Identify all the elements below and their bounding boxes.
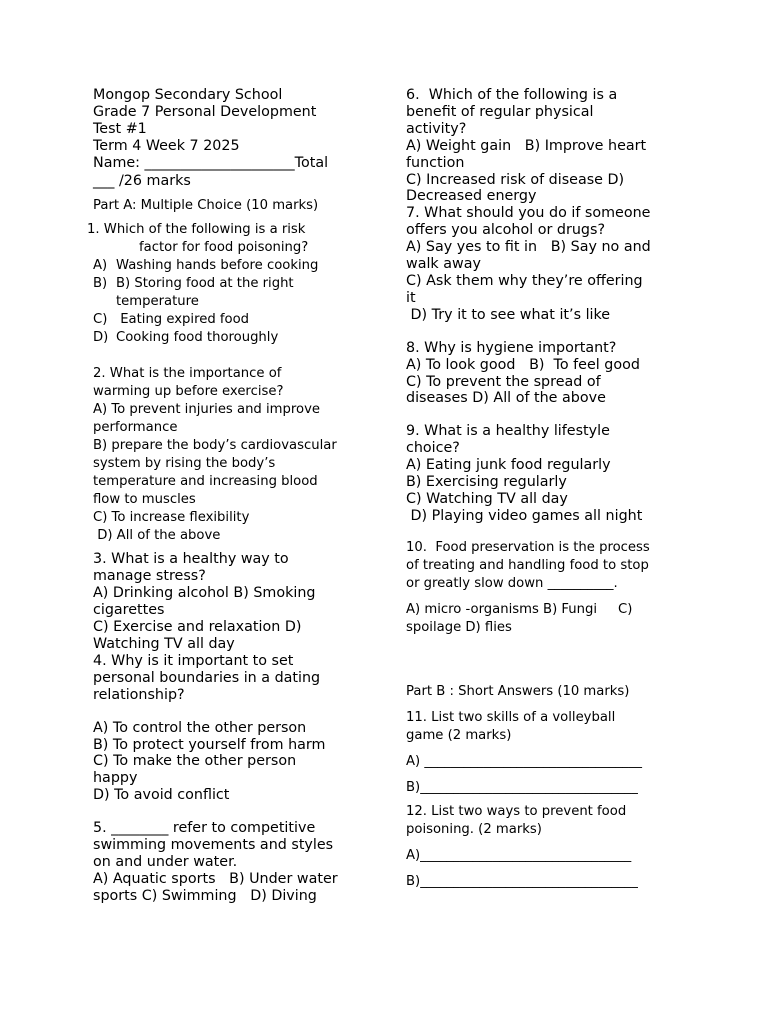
option-text: system by rising the body’s (93, 456, 276, 472)
question-3 (93, 551, 378, 652)
option-text: C) Watching TV all day (406, 490, 568, 507)
question-text: game (2 marks) (406, 727, 512, 743)
option-text: B) Storing food at the right temperature (116, 276, 294, 310)
question-text: personal boundaries in a dating (93, 669, 321, 686)
question-text: poisoning. (2 marks) (406, 821, 542, 837)
option-text: flow to muscles (93, 492, 196, 508)
option-text: A) Eating junk food regularly (406, 457, 611, 474)
option-text: spoilage D) flies (406, 619, 512, 635)
question-text: 6. Which of the following is a (406, 87, 618, 103)
option-text: A) To look good B) To feel good (406, 356, 640, 373)
question-text: warming up before exercise? (93, 384, 284, 400)
option-text: C) Increased risk of disease D) (406, 171, 625, 188)
option-text: it (406, 289, 416, 306)
question-2 (93, 365, 378, 545)
question-text: offers you alcohol or drugs? (406, 222, 606, 239)
answer-line-b[interactable]: B)_________________________________ (406, 779, 638, 795)
option-text: D) To avoid conflict (93, 787, 230, 804)
question-text: 5. ________ refer to competitive (93, 820, 316, 837)
option-text: walk away (406, 256, 481, 273)
option-label: A) (93, 258, 108, 274)
question-text: on and under water. (93, 853, 238, 870)
question-8 (406, 340, 681, 408)
option-text: A) micro -organisms B) Fungi C) (406, 601, 633, 617)
question-text: 2. What is the importance of (93, 366, 282, 382)
grade-subject: Grade 7 Personal Development (93, 103, 317, 120)
part-b-title: Part B : Short Answers (10 marks) (406, 683, 630, 699)
option-text: Decreased energy (406, 188, 537, 205)
option-text: B) prepare the body’s cardiovascular (93, 438, 337, 454)
option-text: B) Exercising regularly (406, 474, 567, 491)
question-text: 9. What is a healthy lifestyle (406, 423, 610, 440)
option-text: diseases D) All of the above (406, 390, 606, 407)
question-5 (93, 820, 378, 905)
question-text: activity? (406, 120, 467, 137)
exam-header (93, 87, 378, 189)
option-text: Eating expired food (116, 312, 250, 328)
name-total-line: Name: _____________________Total (93, 154, 329, 171)
question-text: 7. What should you do if someone (406, 205, 651, 222)
question-11 (406, 709, 681, 797)
option-text: A) Say yes to fit in B) Say no and (406, 239, 651, 256)
question-text: 3. What is a healthy way to (93, 551, 289, 568)
question-12 (406, 803, 681, 891)
option-label: D) (93, 330, 109, 346)
option-text: A) Drinking alcohol B) Smoking (93, 585, 316, 602)
option-text: A) Weight gain B) Improve heart (406, 137, 647, 154)
option-text: A) To control the other person (93, 719, 307, 736)
option-text: Cooking food thoroughly (116, 330, 279, 346)
option-b (93, 275, 378, 311)
option-text: D) Playing video games all night (406, 507, 643, 524)
option-text: function (406, 154, 465, 171)
question-9 (406, 423, 681, 524)
question-text: benefit of regular physical (406, 103, 594, 120)
school-name: Mongop Secondary School (93, 87, 283, 103)
question-7 (406, 205, 681, 323)
option-a (93, 257, 378, 275)
option-text: temperature and increasing blood (93, 474, 318, 490)
option-label: C) (93, 312, 108, 328)
marks-line: ___ /26 marks (93, 172, 191, 189)
answer-line-a[interactable]: A) _________________________________ (406, 753, 642, 769)
option-text: performance (93, 420, 178, 436)
question-text: relationship? (93, 686, 185, 703)
question-10 (406, 539, 681, 637)
question-text: manage stress? (93, 568, 206, 585)
option-text: C) To increase flexibility (93, 510, 250, 526)
option-text: happy (93, 770, 138, 787)
option-label: B) (93, 276, 108, 292)
term-week: Term 4 Week 7 2025 (93, 137, 240, 154)
left-column (87, 87, 378, 905)
question-text: 1. Which of the following is a risk (87, 222, 306, 238)
option-text: sports C) Swimming D) Diving (93, 887, 317, 904)
question-text: 10. Food preservation is the process (406, 539, 650, 555)
option-text: D) Try it to see what it’s like (406, 306, 611, 323)
question-text: choice? (406, 440, 460, 457)
option-text: Watching TV all day (93, 635, 235, 652)
question-text: factor for food poisoning? (139, 240, 309, 256)
question-text: 4. Why is it important to set (93, 652, 294, 669)
option-text: A) Aquatic sports B) Under water (93, 870, 338, 887)
option-text: cigarettes (93, 602, 165, 619)
option-text: D) All of the above (93, 528, 221, 544)
option-text: C) Ask them why they’re offering (406, 272, 643, 289)
option-text: C) Exercise and relaxation D) (93, 619, 302, 636)
answer-line-a[interactable]: A)________________________________ (406, 847, 632, 863)
option-text: A) To prevent injuries and improve (93, 402, 320, 418)
test-number: Test #1 (93, 120, 147, 137)
option-c (93, 311, 378, 329)
right-column (406, 87, 681, 891)
question-text: of treating and handling food to stop (406, 557, 649, 573)
question-text: or greatly slow down __________. (406, 575, 618, 591)
question-text: 11. List two skills of a volleyball (406, 709, 616, 725)
option-text: C) To prevent the spread of (406, 373, 601, 390)
part-a-title: Part A: Multiple Choice (10 marks) (93, 198, 319, 214)
question-text: 8. Why is hygiene important? (406, 339, 617, 356)
option-text: B) To protect yourself from harm (93, 736, 326, 753)
question-1 (87, 221, 378, 257)
option-text: Washing hands before cooking (116, 258, 319, 274)
question-text: 12. List two ways to prevent food (406, 803, 627, 819)
option-text: C) To make the other person (93, 753, 297, 770)
option-d (93, 329, 378, 347)
question-6 (406, 87, 681, 205)
question-text: swimming movements and styles (93, 837, 334, 854)
question-1-options (93, 257, 378, 347)
question-4 (93, 653, 378, 804)
answer-line-b[interactable]: B)_________________________________ (406, 873, 638, 889)
